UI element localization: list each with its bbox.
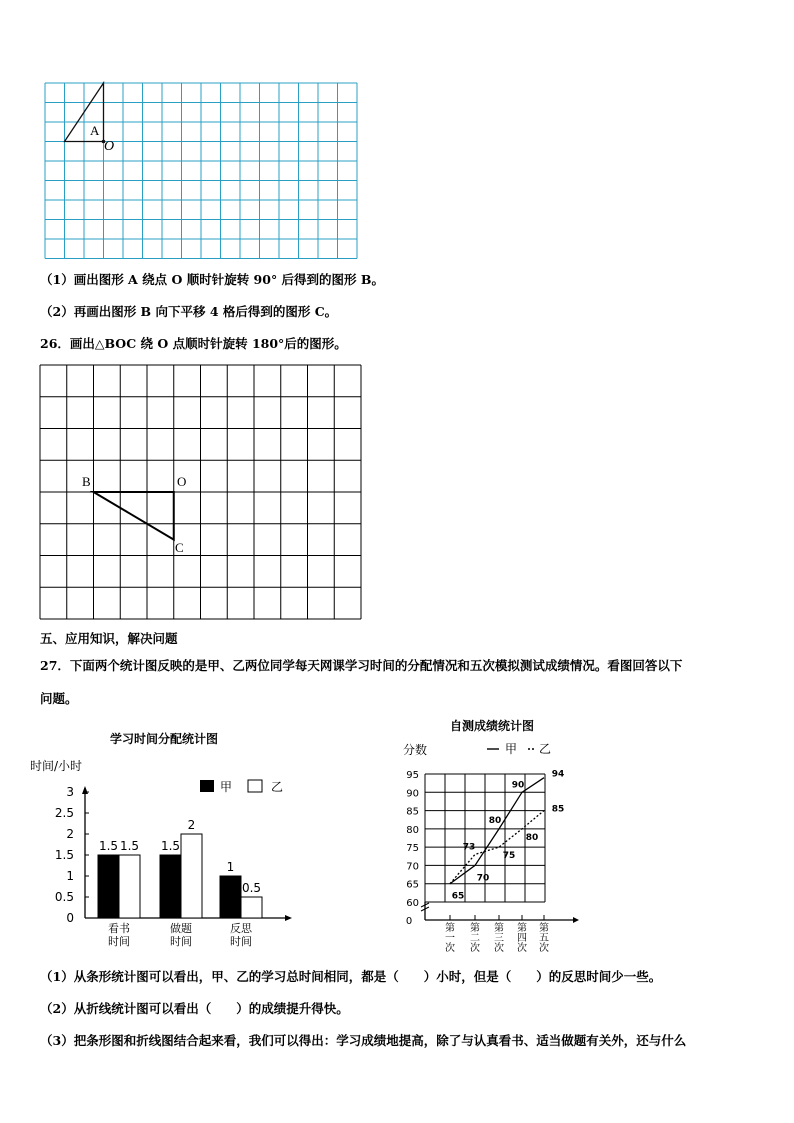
line-category-label: 第	[470, 923, 480, 934]
bar-y-tick-label: 0.5	[54, 890, 74, 904]
q25-part2: （2）再画出图形 B 向下平移 4 格后得到的图形 C。	[40, 304, 338, 319]
bar-y-tick-label: 2	[66, 827, 74, 841]
bar	[119, 855, 140, 918]
series-value-label: 90	[511, 780, 525, 791]
line-category-label: 四	[517, 933, 527, 944]
q27-part2: （2）从折线统计图可以看出（ ）的成绩提升得快。	[40, 1001, 349, 1016]
line-category-label: 次	[539, 943, 549, 954]
bar-category-label: 做题	[170, 922, 192, 935]
section-5-heading: 五、应用知识，解决问题	[40, 631, 178, 646]
series-value-label: 75	[502, 851, 516, 862]
series-value-label: 85	[551, 804, 565, 815]
line-category-label: 三	[494, 933, 504, 944]
legend-label-yi: 乙	[538, 742, 552, 756]
line-category-label: 一	[445, 933, 455, 944]
line-category-label: 次	[470, 943, 480, 954]
line-zero-tick: 0	[405, 916, 413, 927]
line-y-tick-label: 95	[406, 770, 419, 781]
line-category-label: 二	[470, 933, 480, 944]
bar-value-label: 1.5	[98, 839, 119, 853]
bar	[181, 834, 202, 918]
bar-category-label: 看书	[108, 922, 130, 935]
series-value-label: 73	[462, 842, 476, 853]
q27-part1: （1）从条形统计图可以看出，甲、乙的学习总时间相同，都是（ ）小时，但是（ ）的反思时间少一些。	[40, 969, 662, 984]
bar-y-tick-label: 1.5	[54, 848, 74, 862]
line-category-label: 第	[445, 923, 455, 934]
bar	[98, 855, 119, 918]
bar-value-label: 1.5	[160, 839, 181, 853]
line-category-label: 第	[494, 923, 504, 934]
legend-label-yi: 乙	[270, 780, 284, 794]
line-y-tick-label: 90	[406, 788, 419, 800]
legend-label-jia: 甲	[504, 742, 518, 756]
bar-y-tick-label: 1	[66, 869, 74, 883]
q26-title: 26．画出△BOC 绕 O 点顺时针旋转 180°后的图形。	[40, 336, 347, 351]
line-x-arrow	[573, 917, 579, 923]
line-y-tick-label: 70	[406, 861, 419, 873]
bar-chart	[30, 722, 300, 954]
bar-value-label: 0.5	[241, 881, 262, 895]
line-category-label: 次	[445, 943, 455, 954]
bar-category-label: 反思	[230, 922, 252, 935]
line-chart-ylabel: 分数	[403, 743, 428, 757]
line-y-tick-label: 60	[406, 898, 419, 909]
bar-y-tick-label: 2.5	[54, 806, 74, 820]
line-category-label: 第	[517, 923, 527, 934]
legend-swatch-yi	[248, 780, 262, 792]
series-value-label: 65	[451, 891, 465, 902]
series-value-label: 70	[476, 873, 490, 884]
line-category-label: 次	[517, 943, 527, 954]
line-y-tick-label: 65	[406, 879, 419, 891]
grid2-label-B: B	[82, 474, 91, 489]
bar-x-arrow	[285, 915, 292, 921]
bar-value-label: 2	[187, 818, 196, 832]
triangle-BOC	[94, 492, 174, 540]
bar-category-label: 时间	[108, 935, 130, 948]
bar-category-label: 时间	[170, 935, 192, 948]
line-y-tick-label: 75	[406, 843, 419, 855]
grid1-label-A: A	[90, 123, 100, 138]
line-category-label: 次	[494, 943, 504, 954]
bar-y-tick-label: 0	[66, 911, 74, 925]
q27-part3: （3）把条形图和折线图结合起来看，我们可以得出：学习成绩地提高，除了与认真看书、适当做题有关外，还与什么	[40, 1033, 687, 1048]
line-chart-title: 自测成绩统计图	[449, 719, 535, 733]
bar-chart-title: 学习时间分配统计图	[109, 732, 219, 746]
grid2-label-C: C	[175, 540, 184, 555]
line-y-tick-label: 85	[406, 806, 419, 818]
bar-y-tick-label: 3	[66, 785, 74, 799]
grid2-label-O: O	[177, 474, 187, 489]
grid1-label-O: O	[104, 139, 115, 154]
rotation-grid-1	[0, 0, 794, 270]
rotation-grid-2	[0, 355, 794, 625]
bar	[220, 876, 241, 918]
bar-y-arrow	[82, 786, 88, 794]
series-value-label: 80	[488, 815, 502, 826]
series-value-label: 94	[551, 769, 565, 780]
series-value-label: 80	[525, 832, 539, 843]
bar-chart-ylabel: 时间/小时	[30, 759, 83, 773]
legend-swatch-jia	[200, 780, 214, 792]
line-category-label: 五	[539, 933, 549, 944]
line-category-label: 第	[539, 923, 549, 934]
line-y-tick-label: 80	[406, 824, 419, 836]
legend-label-jia: 甲	[219, 780, 233, 794]
bar	[241, 897, 262, 918]
line-chart	[395, 712, 595, 956]
bar-category-label: 时间	[230, 935, 252, 948]
q27-stem-line1: 27．下面两个统计图反映的是甲、乙两位同学每天网课学习时间的分配情况和五次模拟测试成绩情况。看图回答以下	[40, 658, 683, 673]
bar-value-label: 1.5	[119, 839, 140, 853]
bar-value-label: 1	[226, 860, 235, 874]
q27-stem-line2: 问题。	[40, 691, 78, 706]
bar	[160, 855, 181, 918]
q25-part1: （1）画出图形 A 绕点 O 顺时针旋转 90° 后得到的图形 B。	[40, 272, 384, 287]
